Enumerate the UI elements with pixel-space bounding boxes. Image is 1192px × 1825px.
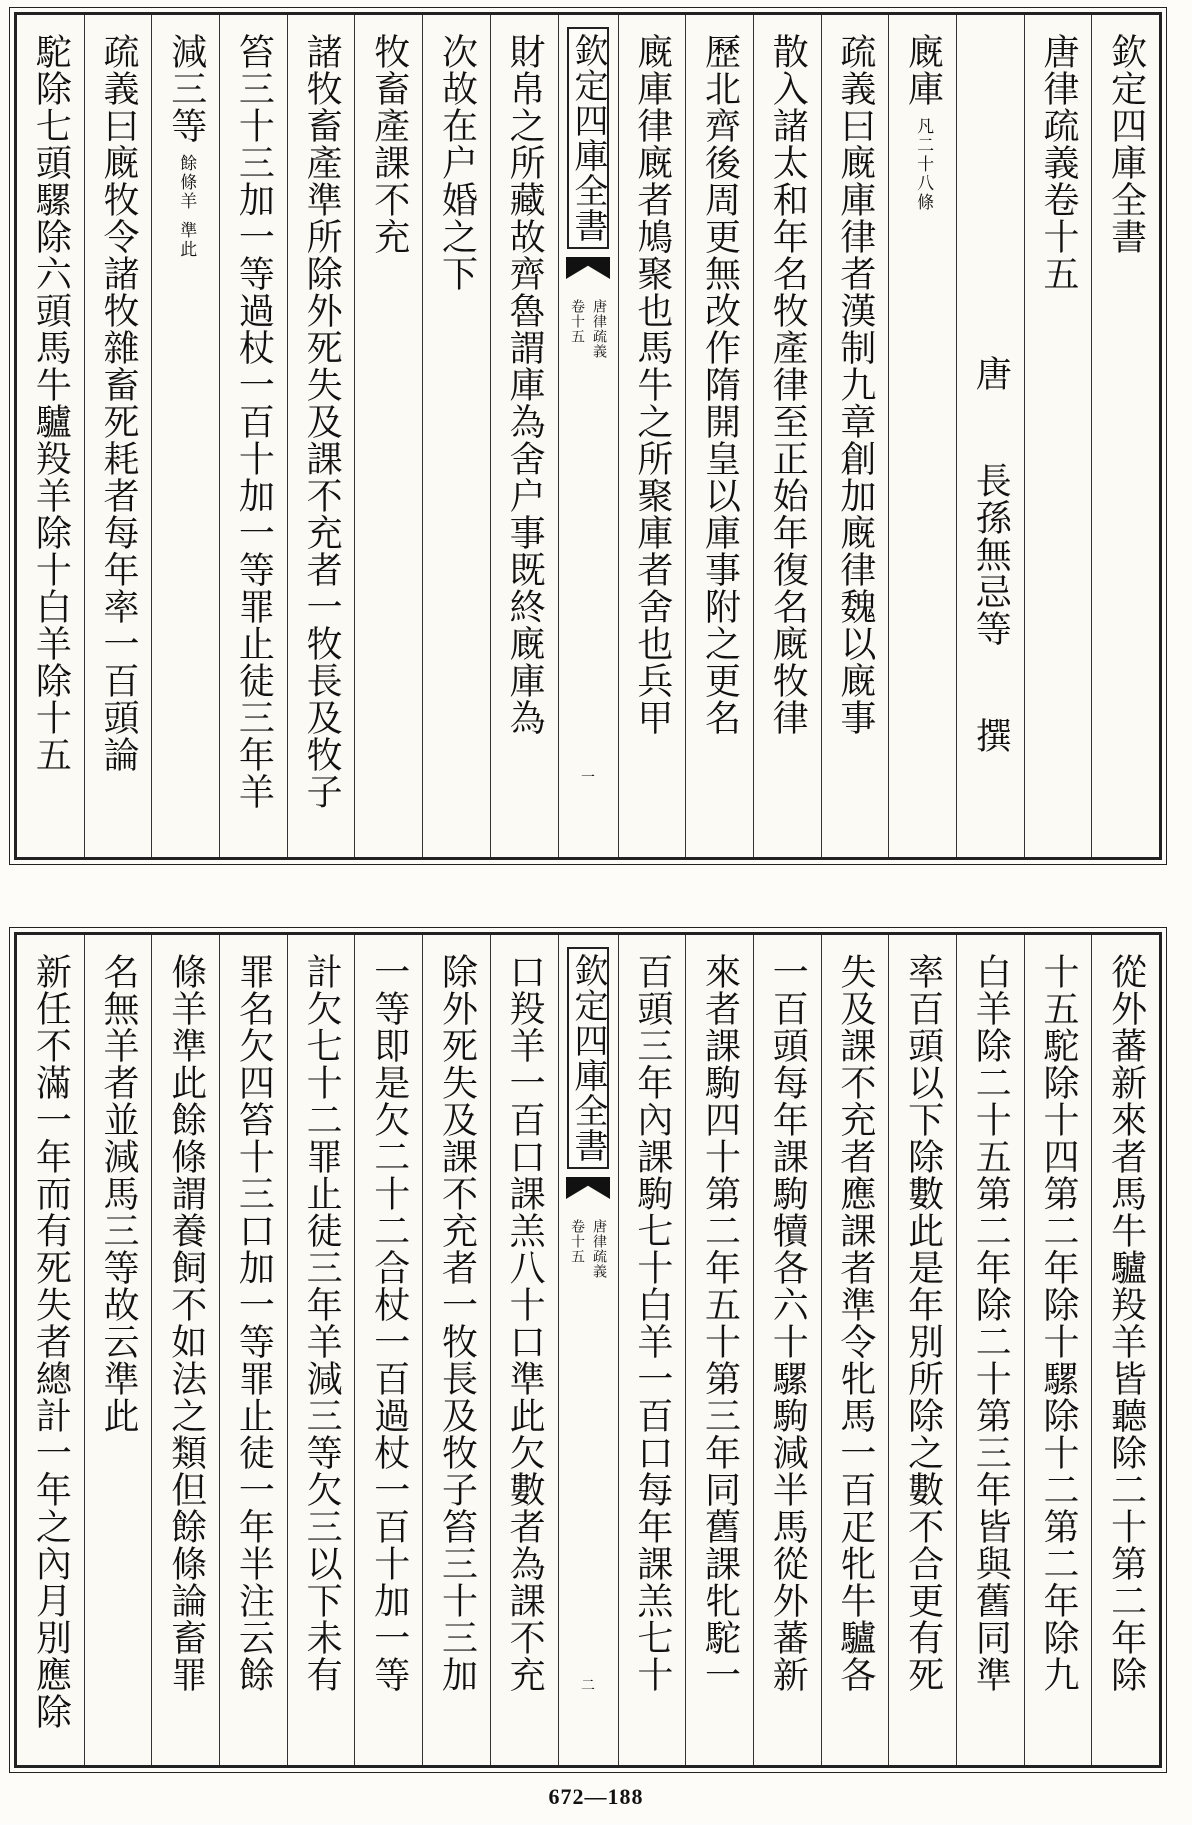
- text-column: [753, 935, 821, 1765]
- text-line: 名無羊者並減馬三等故云準此: [98, 953, 140, 1434]
- text-column: [821, 935, 889, 1765]
- text-column: [287, 15, 355, 857]
- text-column: [84, 935, 152, 1765]
- author-dynasty: 唐: [970, 355, 1012, 392]
- book-title-column: [1024, 15, 1092, 857]
- text-line: 條羊準此餘條謂養飼不如法之類但餘條論畜罪: [165, 953, 207, 1693]
- text-column: [354, 935, 422, 1765]
- fishtail-icon: [566, 257, 610, 279]
- text-column: [219, 15, 287, 857]
- bottom-page: [14, 932, 1162, 1768]
- banxin-title: 欽定四庫全書: [567, 27, 609, 249]
- text-column: [151, 935, 219, 1765]
- text-line: 次故在户婚之下: [436, 33, 478, 292]
- text-column: [1024, 935, 1092, 1765]
- section-note: 凡二十八條: [913, 117, 934, 212]
- text-column: [888, 935, 956, 1765]
- text-column: [17, 15, 84, 857]
- text-line: 百頭三年內課駒七十白羊一百口每年課羔七十: [631, 953, 673, 1693]
- section-heading: 廐庫: [902, 33, 944, 107]
- inline-note: 餘條羊: [176, 154, 197, 211]
- text-column: [219, 935, 287, 1765]
- fishtail-icon: [566, 1177, 610, 1199]
- text-line: 失及課不充者應課者準令牝馬一百疋牝牛驢各: [834, 953, 876, 1693]
- text-column: [354, 15, 422, 857]
- text-line: 諸牧畜產準所除外死失及課不充者一牧長及牧子: [301, 33, 343, 810]
- book-title: 唐律疏義卷十五: [1037, 33, 1079, 292]
- text-line: 廐庫律廐者鳩聚也馬牛之所聚庫者舍也兵甲: [631, 33, 673, 736]
- page-reference-number: 672—188: [548, 1784, 644, 1809]
- author-column: [956, 15, 1024, 857]
- banxin-title: 欽定四庫全書: [567, 947, 609, 1169]
- text-line: 笞三十三加一等過杖一百十加一等罪止徒三年羊: [233, 33, 275, 810]
- inline-note: 準此: [176, 221, 197, 259]
- text-column: [422, 935, 490, 1765]
- text-column: [821, 15, 889, 857]
- banxin-book-name: 唐律疏義: [591, 1219, 607, 1279]
- text-column: [685, 935, 753, 1765]
- text-column: [753, 15, 821, 857]
- text-line: 除外死失及課不充者一牧長及牧子笞三十三加: [436, 953, 478, 1693]
- text-line: 白羊除二十五第二年除二十第三年皆與舊同準: [970, 953, 1012, 1693]
- text-line: 歷北齊後周更無改作隋開皇以庫事附之更名: [699, 33, 741, 736]
- author-role: 撰: [970, 717, 1012, 754]
- text-column: [84, 15, 152, 857]
- text-line: 來者課駒四十第二年五十第三年同舊課牝駝一: [699, 953, 741, 1693]
- banxin-book: [567, 299, 609, 359]
- text-line: 罪名欠四笞十三口加一等罪止徒一年半注云餘: [233, 953, 275, 1693]
- text-column: [422, 15, 490, 857]
- bottom-columns: [17, 935, 1159, 1765]
- banxin-volume: 卷十五: [569, 1219, 585, 1264]
- text-line: 疏義曰廐庫律者漢制九章創加廐律魏以廐事: [834, 33, 876, 736]
- text-line: 散入諸太和年名牧產律至正始年復名廐牧律: [767, 33, 809, 736]
- text-line: 一百頭每年課駒犢各六十騾駒減半馬從外蕃新: [767, 953, 809, 1693]
- top-columns: [17, 15, 1159, 857]
- banxin-volume: 卷十五: [569, 299, 585, 344]
- author-name: 長孫無忌等: [970, 462, 1012, 647]
- series-title: 欽定四庫全書: [1105, 33, 1147, 255]
- text-line: 率百頭以下除數此是年別所除之數不合更有死: [902, 953, 944, 1693]
- section-column: [888, 15, 956, 857]
- text-column: [618, 15, 686, 857]
- series-title-column: [1091, 15, 1159, 857]
- text-line: 新任不滿一年而有死失者總計一年之內月別應除: [30, 953, 72, 1730]
- banxin-fold: [558, 15, 618, 857]
- text-column: [1091, 935, 1159, 1765]
- text-line: 口羖羊一百口課羔八十口準此欠數者為課不充: [504, 953, 546, 1693]
- text-column: [618, 935, 686, 1765]
- banxin-page-number: 一: [581, 770, 595, 786]
- text-column: [490, 15, 558, 857]
- text-line: 減三等: [165, 33, 207, 144]
- banxin-book-name: 唐律疏義: [591, 299, 607, 359]
- text-column: [685, 15, 753, 857]
- text-column: [490, 935, 558, 1765]
- text-line: 計欠七十二罪止徒三年羊減三等欠三以下未有: [301, 953, 343, 1693]
- text-column: [17, 935, 84, 1765]
- text-line: 疏義曰廐牧令諸牧雜畜死耗者每年率一百頭論: [98, 33, 140, 773]
- banxin-book: [567, 1219, 609, 1279]
- text-column: [151, 15, 219, 857]
- top-page: [14, 12, 1162, 860]
- text-line: 財帛之所藏故齊魯謂庫為舍户事既終廐庫為: [504, 33, 546, 736]
- text-line: 十五駝除十四第二年除十騾除十二第二年除九: [1037, 953, 1079, 1693]
- text-column: [956, 935, 1024, 1765]
- banxin-page-number: 二: [581, 1678, 595, 1694]
- text-line: 駝除七頭騾除六頭馬牛驢羖羊除十白羊除十五: [30, 33, 72, 773]
- banxin-fold: [558, 935, 618, 1765]
- text-column: [287, 935, 355, 1765]
- text-line: 從外蕃新來者馬牛驢羖羊皆聽除二十第二年除: [1105, 953, 1147, 1693]
- text-line: 一等即是欠二十二合杖一百過杖一百十加一等: [368, 953, 410, 1693]
- text-line: 牧畜產課不充: [368, 33, 410, 255]
